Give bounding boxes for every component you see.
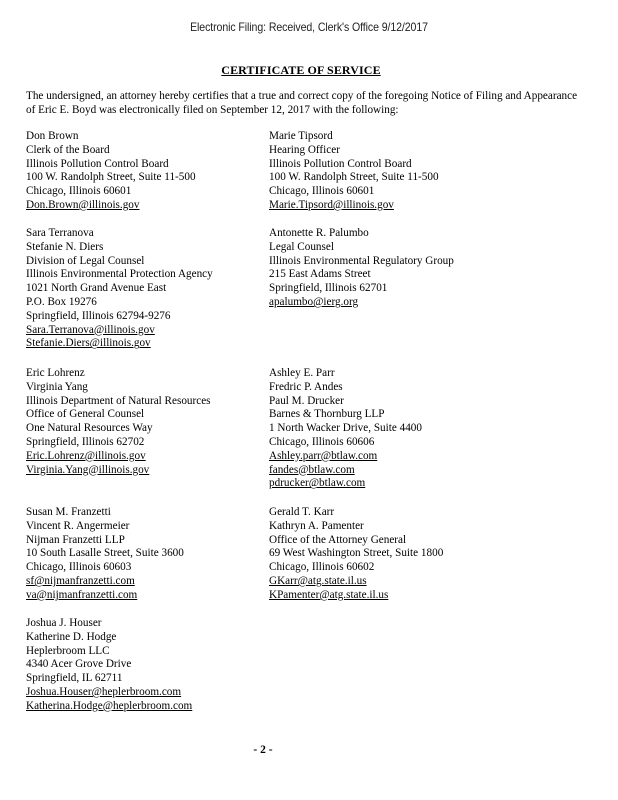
recipient-line: Sara Terranova: [26, 227, 94, 239]
recipient-line: Illinois Pollution Control Board: [26, 157, 169, 170]
recipient-line: 69 West Washington Street, Suite 1800: [269, 547, 444, 560]
recipient-line: P.O. Box 19276: [26, 295, 97, 308]
recipient-line: Antonette R. Palumbo: [269, 227, 369, 239]
recipient-line: Springfield, Illinois 62794-9276: [26, 309, 171, 322]
recipient-line: Fredric P. Andes: [269, 380, 343, 393]
recipient-line: Springfield, IL 62711: [26, 672, 123, 685]
recipient-block: [26, 227, 213, 351]
recipient-block: [269, 227, 454, 310]
recipient-line: Ashley E. Parr: [269, 367, 335, 379]
recipient-line: 10 South Lasalle Street, Suite 3600: [26, 547, 184, 560]
recipient-line: Office of the Attorney General: [269, 533, 407, 546]
recipient-line: Hearing Officer: [269, 143, 340, 156]
recipient-line: Paul M. Drucker: [269, 394, 344, 407]
recipient-block: [26, 367, 211, 477]
recipient-line: Joshua J. Houser: [26, 617, 102, 629]
recipient-line: 215 East Adams Street: [269, 268, 371, 281]
recipient-line: Illinois Department of Natural Resources: [26, 394, 211, 407]
recipient-block: [269, 130, 439, 213]
recipient-line: Katherine D. Hodge: [26, 630, 117, 643]
recipient-line: Springfield, Illinois 62701: [269, 282, 388, 295]
page-number: - 2 -: [253, 744, 273, 756]
recipient-line: Chicago, Illinois 60602: [269, 561, 375, 574]
recipient-email-link[interactable]: Katherina.Hodge@heplerbroom.com: [26, 699, 193, 712]
recipient-line: 1 North Wacker Drive, Suite 4400: [269, 422, 422, 435]
recipient-email-link[interactable]: Sara.Terranova@illinois.gov: [26, 323, 155, 336]
recipient-line: Eric Lohrenz: [26, 367, 85, 379]
recipient-line: Clerk of the Board: [26, 143, 110, 156]
recipient-line: Virginia Yang: [26, 380, 88, 393]
recipient-line: Barnes & Thornburg LLP: [269, 408, 385, 421]
recipient-line: One Natural Resources Way: [26, 422, 153, 435]
recipient-line: Gerald T. Karr: [269, 506, 335, 518]
recipient-line: Chicago, Illinois 60601: [26, 185, 132, 198]
recipient-line: Illinois Environmental Protection Agency: [26, 268, 213, 281]
recipient-block: [269, 506, 443, 603]
recipient-email-link[interactable]: Virginia.Yang@illinois.gov: [26, 463, 150, 476]
recipient-email-link[interactable]: Joshua.Houser@heplerbroom.com: [26, 685, 182, 698]
recipient-email-link[interactable]: KPamenter@atg.state.il.us: [269, 588, 389, 601]
recipient-email-link[interactable]: Stefanie.Diers@illinois.gov: [26, 337, 151, 350]
recipient-block: [26, 506, 184, 603]
recipient-email-link[interactable]: Ashley.parr@btlaw.com: [269, 449, 378, 462]
recipient-email-link[interactable]: fandes@btlaw.com: [269, 463, 355, 476]
recipient-line: Stefanie N. Diers: [26, 240, 104, 253]
recipient-line: Chicago, Illinois 60606: [269, 435, 375, 448]
recipient-line: Chicago, Illinois 60603: [26, 561, 132, 574]
recipient-block: [269, 367, 422, 491]
recipient-line: 4340 Acer Grove Drive: [26, 658, 132, 671]
recipient-block: [26, 617, 192, 714]
recipient-line: Kathryn A. Pamenter: [269, 519, 364, 532]
recipient-email-link[interactable]: apalumbo@ierg.org: [269, 295, 359, 308]
recipient-line: Heplerbroom LLC: [26, 644, 110, 657]
recipient-line: Vincent R. Angermeier: [26, 519, 130, 532]
recipient-line: Illinois Pollution Control Board: [269, 157, 412, 170]
recipient-line: 100 W. Randolph Street, Suite 11-500: [26, 171, 196, 184]
recipient-line: Springfield, Illinois 62702: [26, 435, 145, 448]
electronic-filing-header: Electronic Filing: Received, Clerk's Office 9/12/2017: [190, 20, 428, 34]
recipient-email-link[interactable]: Marie.Tipsord@illinois.gov: [269, 198, 394, 211]
recipient-email-link[interactable]: pdrucker@btlaw.com: [269, 477, 366, 490]
recipient-line: Office of General Counsel: [26, 408, 145, 421]
recipient-block: [26, 130, 196, 213]
recipient-line: Legal Counsel: [269, 240, 334, 253]
recipient-line: Don Brown: [26, 130, 79, 142]
intro-paragraph: The undersigned, an attorney hereby certifies that a true and correct copy of the foregoing Notice of Filing and Appearance of Eric E. Boyd was electronically filed on September 12, 2017 with the following:: [26, 90, 578, 116]
recipient-line: Illinois Environmental Regulatory Group: [269, 254, 454, 267]
recipient-line: Division of Legal Counsel: [26, 254, 145, 267]
recipient-email-link[interactable]: Eric.Lohrenz@illinois.gov: [26, 449, 146, 462]
recipient-email-link[interactable]: sf@nijmanfranzetti.com: [26, 574, 135, 587]
recipient-line: 1021 North Grand Avenue East: [26, 282, 167, 295]
recipient-line: Susan M. Franzetti: [26, 506, 111, 518]
recipient-line: 100 W. Randolph Street, Suite 11-500: [269, 171, 439, 184]
recipient-email-link[interactable]: va@nijmanfranzetti.com: [26, 588, 138, 601]
recipient-email-link[interactable]: Don.Brown@illinois.gov: [26, 198, 140, 211]
certificate-title: CERTIFICATE OF SERVICE: [221, 63, 381, 77]
recipient-email-link[interactable]: GKarr@atg.state.il.us: [269, 574, 367, 587]
recipient-line: Marie Tipsord: [269, 130, 333, 142]
recipient-line: Nijman Franzetti LLP: [26, 533, 125, 546]
recipient-line: Chicago, Illinois 60601: [269, 185, 375, 198]
